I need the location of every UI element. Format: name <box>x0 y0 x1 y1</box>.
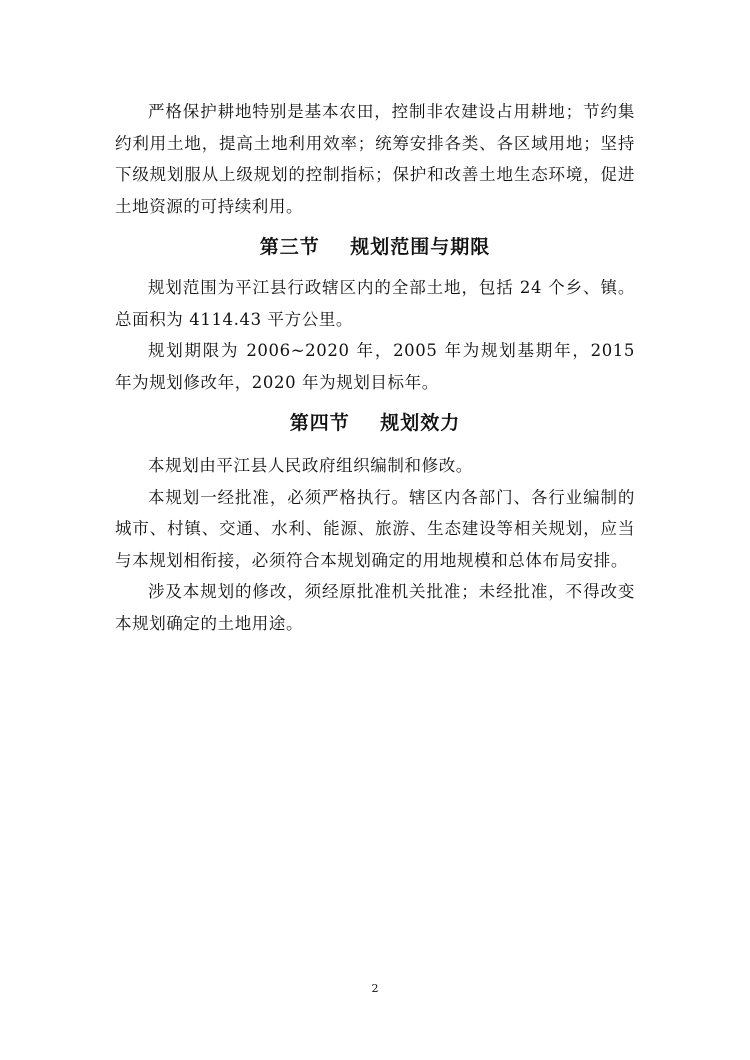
section-four-paragraph-compilation: 本规划由平江县人民政府组织编制和修改。 <box>148 456 473 475</box>
section-four-heading: 第四节 规划效力 <box>289 412 461 434</box>
section-three-paragraph-period: 规划期限为 2006~2020 年，2005 年为规划基期年，2015 年为规划修改年，2020 年为规划目标年。 <box>115 341 635 392</box>
section-four-paragraph-execution: 本规划一经批准，必须严格执行。辖区内各部门、各行业编制的城市、村镇、交通、水利、能源、旅游、生态建设等相关规划，应当与本规划相衔接，必须符合本规划确定的用地规模和总体布局安排。 <box>115 487 635 570</box>
intro-paragraph: 严格保护耕地特别是基本农田，控制非农建设占用耕地；节约集约利用土地，提高土地利用效率；统筹安排各类、各区域用地；坚持下级规划服从上级规划的控制指标；保护和改善土地生态环境，促进土地资源的可持续利用。 <box>115 102 635 216</box>
section-three-heading: 第三节 规划范围与期限 <box>259 236 491 258</box>
section-three-paragraph-scope: 规划范围为平江县行政辖区内的全部土地，包括 24 个乡、镇。总面积为 4114.43 平方公里。 <box>115 278 635 329</box>
page-number: 2 <box>371 982 379 995</box>
page-content <box>115 96 635 639</box>
section-four-paragraph-modification: 涉及本规划的修改，须经原批准机关批准；未经批准，不得改变本规划确定的土地用途。 <box>115 582 635 633</box>
